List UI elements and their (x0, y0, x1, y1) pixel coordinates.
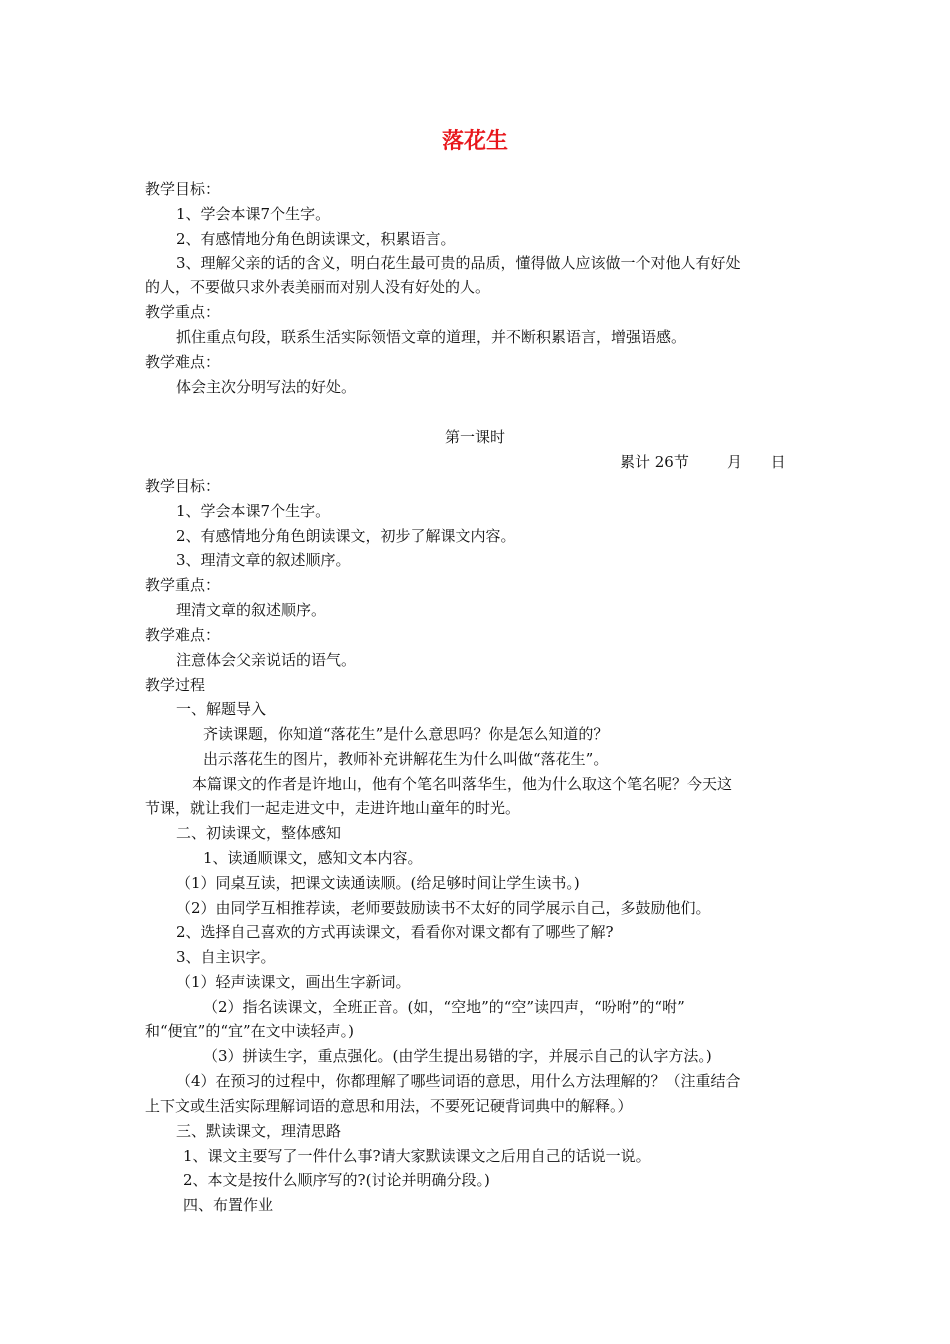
paragraph: 抓住重点句段，联系生活实际领悟文章的道理，并不断积累语言，增强语感。 (176, 328, 687, 346)
paragraph: 本篇课文的作者是许地山，他有个笔名叫落华生，他为什么取这个笔名呢？今天这 (192, 775, 733, 793)
sub-item: （3）拼读生字，重点强化。(由学生提出易错的字，并展示自己的认字方法。) (203, 1047, 712, 1065)
goal-item: 2、有感情地分角色朗读课文，积累语言。 (176, 230, 456, 248)
sub-item: （2）指名读课文，全班正音。(如，“空地”的“空”读四声，“吩咐”的“咐” (203, 998, 685, 1016)
sub-item: 2、本文是按什么顺序写的?(讨论并明确分段。) (183, 1171, 490, 1189)
step-heading: 四、布置作业 (183, 1196, 274, 1214)
step-heading: 一、解题导入 (176, 700, 267, 718)
section-heading: 教学过程 (145, 676, 206, 694)
paragraph: 出示落花生的图片，教师补充讲解花生为什么叫做“落花生”。 (203, 750, 609, 768)
paragraph: 齐读课题，你知道“落花生”是什么意思吗？你是怎么知道的？ (203, 725, 609, 743)
goal-item: 2、有感情地分角色朗读课文，初步了解课文内容。 (176, 527, 516, 545)
lesson-heading: 第一课时 (444, 428, 505, 446)
paragraph: 注意体会父亲说话的语气。 (176, 651, 357, 669)
sub-item: 2、选择自己喜欢的方式再读课文，看看你对课文都有了哪些了解? (176, 923, 614, 941)
paragraph: 体会主次分明写法的好处。 (176, 378, 357, 396)
goal-item-continued: 的人，不要做只求外表美丽而对别人没有好处的人。 (145, 278, 491, 296)
step-heading: 三、默读课文，理清思路 (176, 1122, 342, 1140)
paragraph-continued: 节课，就让我们一起走进文中，走进许地山童年的时光。 (145, 799, 521, 817)
section-heading: 教学难点： (145, 353, 221, 371)
sub-item: 1、读通顺课文，感知文本内容。 (203, 849, 423, 867)
sub-item-continued: 和“便宜”的“宜”在文中读轻声。) (145, 1022, 355, 1040)
section-heading: 教学目标： (145, 477, 221, 495)
goal-item: 3、理清文章的叙述顺序。 (176, 551, 351, 569)
step-heading: 二、初读课文，整体感知 (176, 824, 342, 842)
sub-item: 3、自主识字。 (176, 948, 276, 966)
document-title: 落花生 (441, 129, 508, 154)
lesson-meta: 累计 26节 月 日 (620, 453, 786, 471)
goal-item: 1、学会本课7个生字。 (176, 205, 331, 223)
goal-item: 1、学会本课7个生字。 (176, 502, 331, 520)
goal-item: 3、理解父亲的话的含义，明白花生最可贵的品质，懂得做人应该做一个对他人有好处 (176, 254, 741, 272)
section-heading: 教学重点： (145, 303, 221, 321)
sub-item: （1）轻声读课文，画出生字新词。 (176, 973, 411, 991)
section-heading: 教学重点： (145, 576, 221, 594)
sub-item-continued: 上下文或生活实际理解词语的意思和用法，不要死记硬背词典中的解释。） (145, 1097, 633, 1115)
sub-item: （1）同桌互读，把课文读通读顺。(给足够时间让学生读书。) (176, 874, 580, 892)
section-heading: 教学目标： (145, 180, 221, 198)
paragraph: 理清文章的叙述顺序。 (176, 601, 327, 619)
sub-item: （4）在预习的过程中，你都理解了哪些词语的意思，用什么方法理解的？（注重结合 (176, 1072, 741, 1090)
sub-item: 1、课文主要写了一件什么事?请大家默读课文之后用自己的话说一说。 (183, 1147, 651, 1165)
section-heading: 教学难点： (145, 626, 221, 644)
sub-item: （2）由同学互相推荐读，老师要鼓励读书不太好的同学展示自己，多鼓励他们。 (176, 899, 711, 917)
